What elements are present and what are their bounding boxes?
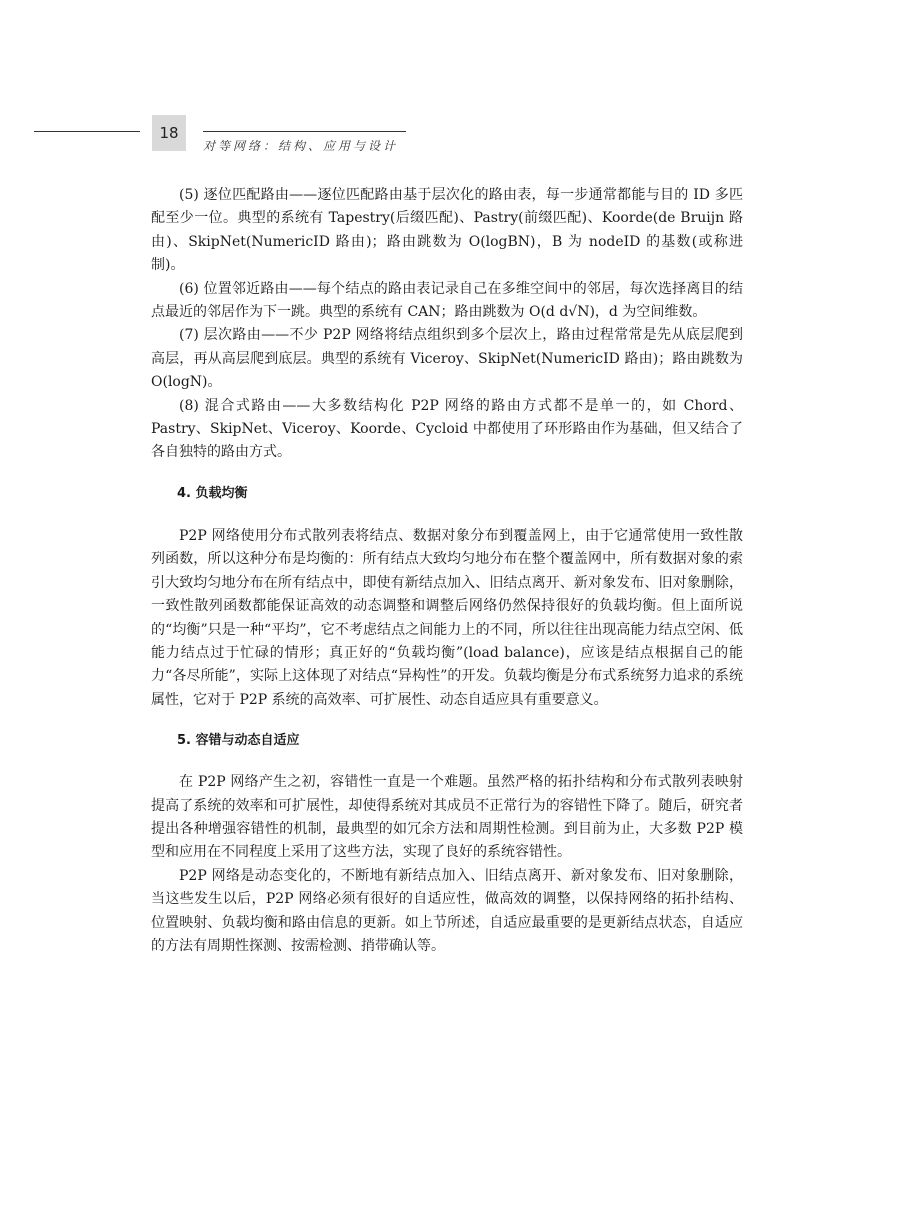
paragraph-dynamic-adaptation: P2P 网络是动态变化的，不断地有新结点加入、旧结点离开、新对象发布、旧对象删除，当这些发生以后，P2P 网络必须有很好的自适应性，做高效的调整，以保持网络的拓扑结构、位置映射、负载均衡和路由信息的更新。如上节所述，自适应最重要的是更新结点状态，自适应的方法有周期性探测、按需检测、捎带确认等。 xyxy=(151,867,743,954)
paragraph-fault-tolerance: 在 P2P 网络产生之初，容错性一直是一个难题。虽然严格的拓扑结构和分布式散列表映射提高了系统的效率和可扩展性，却使得系统对其成员不正常行为的容错性下降了。随后，研究者提出各种增强容错性的机制，最典型的如冗余方法和周期性检测。到目前为止，大多数 P2P 模型和应用在不同程度上采用了这些方法，实现了良好的系统容错性。 xyxy=(151,774,743,861)
paragraph-bitwise-routing: (5) 逐位匹配路由——逐位匹配路由基于层次化的路由表，每一步通常都能与目的 ID 多匹配至少一位。典型的系统有 Tapestry(后缀匹配)、Pastry(前缀匹配)、Koorde(de Bruijn 路由)、SkipNet(NumericID 路由)；路由跳数为 O(logBN)，B 为 nodeID 的基数(或称进制)。 xyxy=(151,187,743,274)
paragraph-hierarchical-routing: (7) 层次路由——不少 P2P 网络将结点组织到多个层次上，路由过程常常是先从底层爬到高层，再从高层爬到底层。典型的系统有 Viceroy、SkipNet(NumericID 路由)；路由跳数为 O(logN)。 xyxy=(151,327,743,391)
paragraph-load-balance: P2P 网络使用分布式散列表将结点、数据对象分布到覆盖网上，由于它通常使用一致性散列函数，所以这种分布是均衡的：所有结点大致均匀地分布在整个覆盖网中，所有数据对象的索引大致均匀地分布在所有结点中，即使有新结点加入、旧结点离开、新对象发布、旧对象删除，一致性散列函数都能保证高效的动态调整和调整后网络仍然保持很好的负载均衡。但上面所说的“均衡”只是一种“平均”，它不考虑结点之间能力上的不同，所以往往出现高能力结点空闲、低能力结点过于忙碌的情形；真正好的“负载均衡”(load balance)，应该是结点根据自己的能力“各尽所能”，实际上这体现了对结点“异构性”的开发。负载均衡是分布式系统努力追求的系统属性，它对于 P2P 系统的高效率、可扩展性、动态自适应具有重要意义。 xyxy=(151,527,743,708)
header-rule-right xyxy=(203,131,406,132)
page-body xyxy=(151,184,743,958)
heading-fault-tolerance: 5. 容错与动态自适应 xyxy=(177,733,300,749)
paragraph-proximity-routing: (6) 位置邻近路由——每个结点的路由表记录自己在多维空间中的邻居，每次选择离目的结点最近的邻居作为下一跳。典型的系统有 CAN；路由跳数为 O(d d√N)，d 为空间维数。 xyxy=(151,280,743,321)
header-rule-left xyxy=(34,131,140,132)
page-number: 18 xyxy=(152,115,186,151)
heading-load-balance: 4. 负载均衡 xyxy=(177,485,248,501)
running-title: 对等网络：结构、应用与设计 xyxy=(203,139,399,153)
paragraph-hybrid-routing: (8) 混合式路由——大多数结构化 P2P 网络的路由方式都不是单一的，如 Chord、Pastry、SkipNet、Viceroy、Koorde、Cycloid 中都使用了环形路由作为基础，但又结合了各自独特的路由方式。 xyxy=(151,397,743,461)
